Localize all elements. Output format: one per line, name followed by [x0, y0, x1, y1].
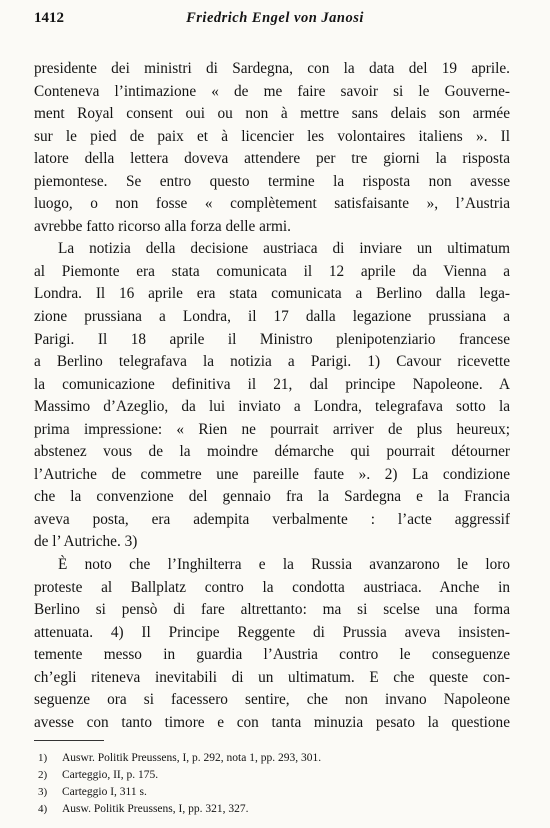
text-line: la comunicazione definitiva il 21, dal principe Napoleone. A — [34, 375, 510, 393]
running-title: Friedrich Engel von Janosi — [186, 10, 364, 26]
text-line: attenuata. 4) Il Principe Reggente di Prussia aveva insisten- — [34, 623, 510, 641]
text-line: Berlino si pensò di fare altrettanto: ma si scelse una forma — [34, 601, 510, 619]
footnote — [34, 767, 494, 784]
text-line: proteste al Ballplatz contro la condotta austriaca. Anche in — [34, 578, 510, 596]
text-line: latore della lettera doveva attendere per tre giorni la risposta — [34, 150, 510, 168]
footnotes — [34, 750, 494, 818]
text-line: Londra. Il 16 aprile era stata comunicata a Berlino dalla lega- — [34, 285, 510, 303]
text-line: temente messo in guardia l’Austria contro le conseguenze — [34, 646, 510, 664]
text-line: a Berlino telegrafava la notizia a Parigi. 1) Cavour ricevette — [34, 353, 510, 371]
text-line: avrebbe fatto ricorso alla forza delle armi. — [34, 217, 291, 235]
text-line: ch’egli riteneva inevitabili di un ultimatum. E che queste con- — [34, 668, 510, 686]
footnote — [34, 801, 494, 818]
text-line: avesse con tanto timore e con tanta minuzia pesato la questione — [34, 713, 510, 731]
text-line: ment Royal consent oui ou non à mettre sans delais son armée — [34, 105, 510, 123]
footnote — [34, 784, 494, 801]
footnote-mark: 4) — [38, 803, 48, 815]
page-header — [24, 10, 526, 32]
text-line: de l’ Autriche. 3) — [34, 533, 138, 551]
text-line: seguenze ora si facessero sentire, che non invano Napoleone — [34, 691, 510, 709]
footnote-mark: 3) — [38, 786, 48, 798]
text-line: sur le pied de paix et à licencier les volontaires italiens ». Il — [34, 127, 510, 145]
text-line: che la convenzione del gennaio fra la Sardegna e la Francia — [34, 488, 510, 506]
footnote-mark: 2) — [38, 769, 48, 781]
text-line: zione prussiana a Londra, il 17 dalla legazione prussiana a — [34, 308, 510, 326]
text-line: prima impressione: « Rien ne pourrait arriver de plus heureux; — [34, 420, 510, 438]
text-line: presidente dei ministri di Sardegna, con la data del 19 aprile. — [34, 60, 510, 77]
text-line: luogo, o non fosse « complètement satisfaisante », l’Austria — [34, 195, 510, 213]
text-line: abstenez vous de la moindre démarche qui pourrait détourner — [34, 443, 510, 461]
text-line: Massimo d’Azeglio, da lui inviato a Londra, telegrafava sotto la — [34, 398, 510, 416]
text-line: piemontese. Se entro questo termine la risposta non avesse — [34, 172, 510, 190]
footnote-text: Auswr. Politik Preussens, I, p. 292, nota 1, pp. 293, 301. — [62, 752, 322, 764]
footnote — [34, 750, 494, 767]
body-text — [34, 58, 510, 734]
text-line: Parigi. Il 18 aprile il Ministro plenipotenziario francese — [34, 330, 510, 348]
page-number: 1412 — [34, 10, 64, 26]
text-line: È noto che l’Inghilterra e la Russia avanzarono le loro — [58, 556, 510, 574]
footnote-text: Carteggio, II, p. 175. — [62, 769, 159, 781]
text-line: l’Autriche de commetre une pareille faute ». 2) La condizione — [34, 465, 510, 483]
text-line: al Piemonte era stata comunicata il 12 aprile da Vienna a — [34, 262, 510, 280]
footnote-mark: 1) — [38, 752, 48, 764]
footnote-rule — [34, 740, 104, 741]
text-line: aveva posta, era adempita verbalmente : l’acte aggressif — [34, 510, 510, 528]
footnote-text: Ausw. Politik Preussens, I, pp. 321, 327. — [62, 803, 249, 815]
text-line: Conteneva l’intimazione « de me faire savoir si le Gouverne- — [34, 82, 510, 100]
footnote-text: Carteggio I, 311 s. — [62, 786, 147, 798]
text-line: La notizia della decisione austriaca di inviare un ultimatum — [58, 240, 510, 258]
